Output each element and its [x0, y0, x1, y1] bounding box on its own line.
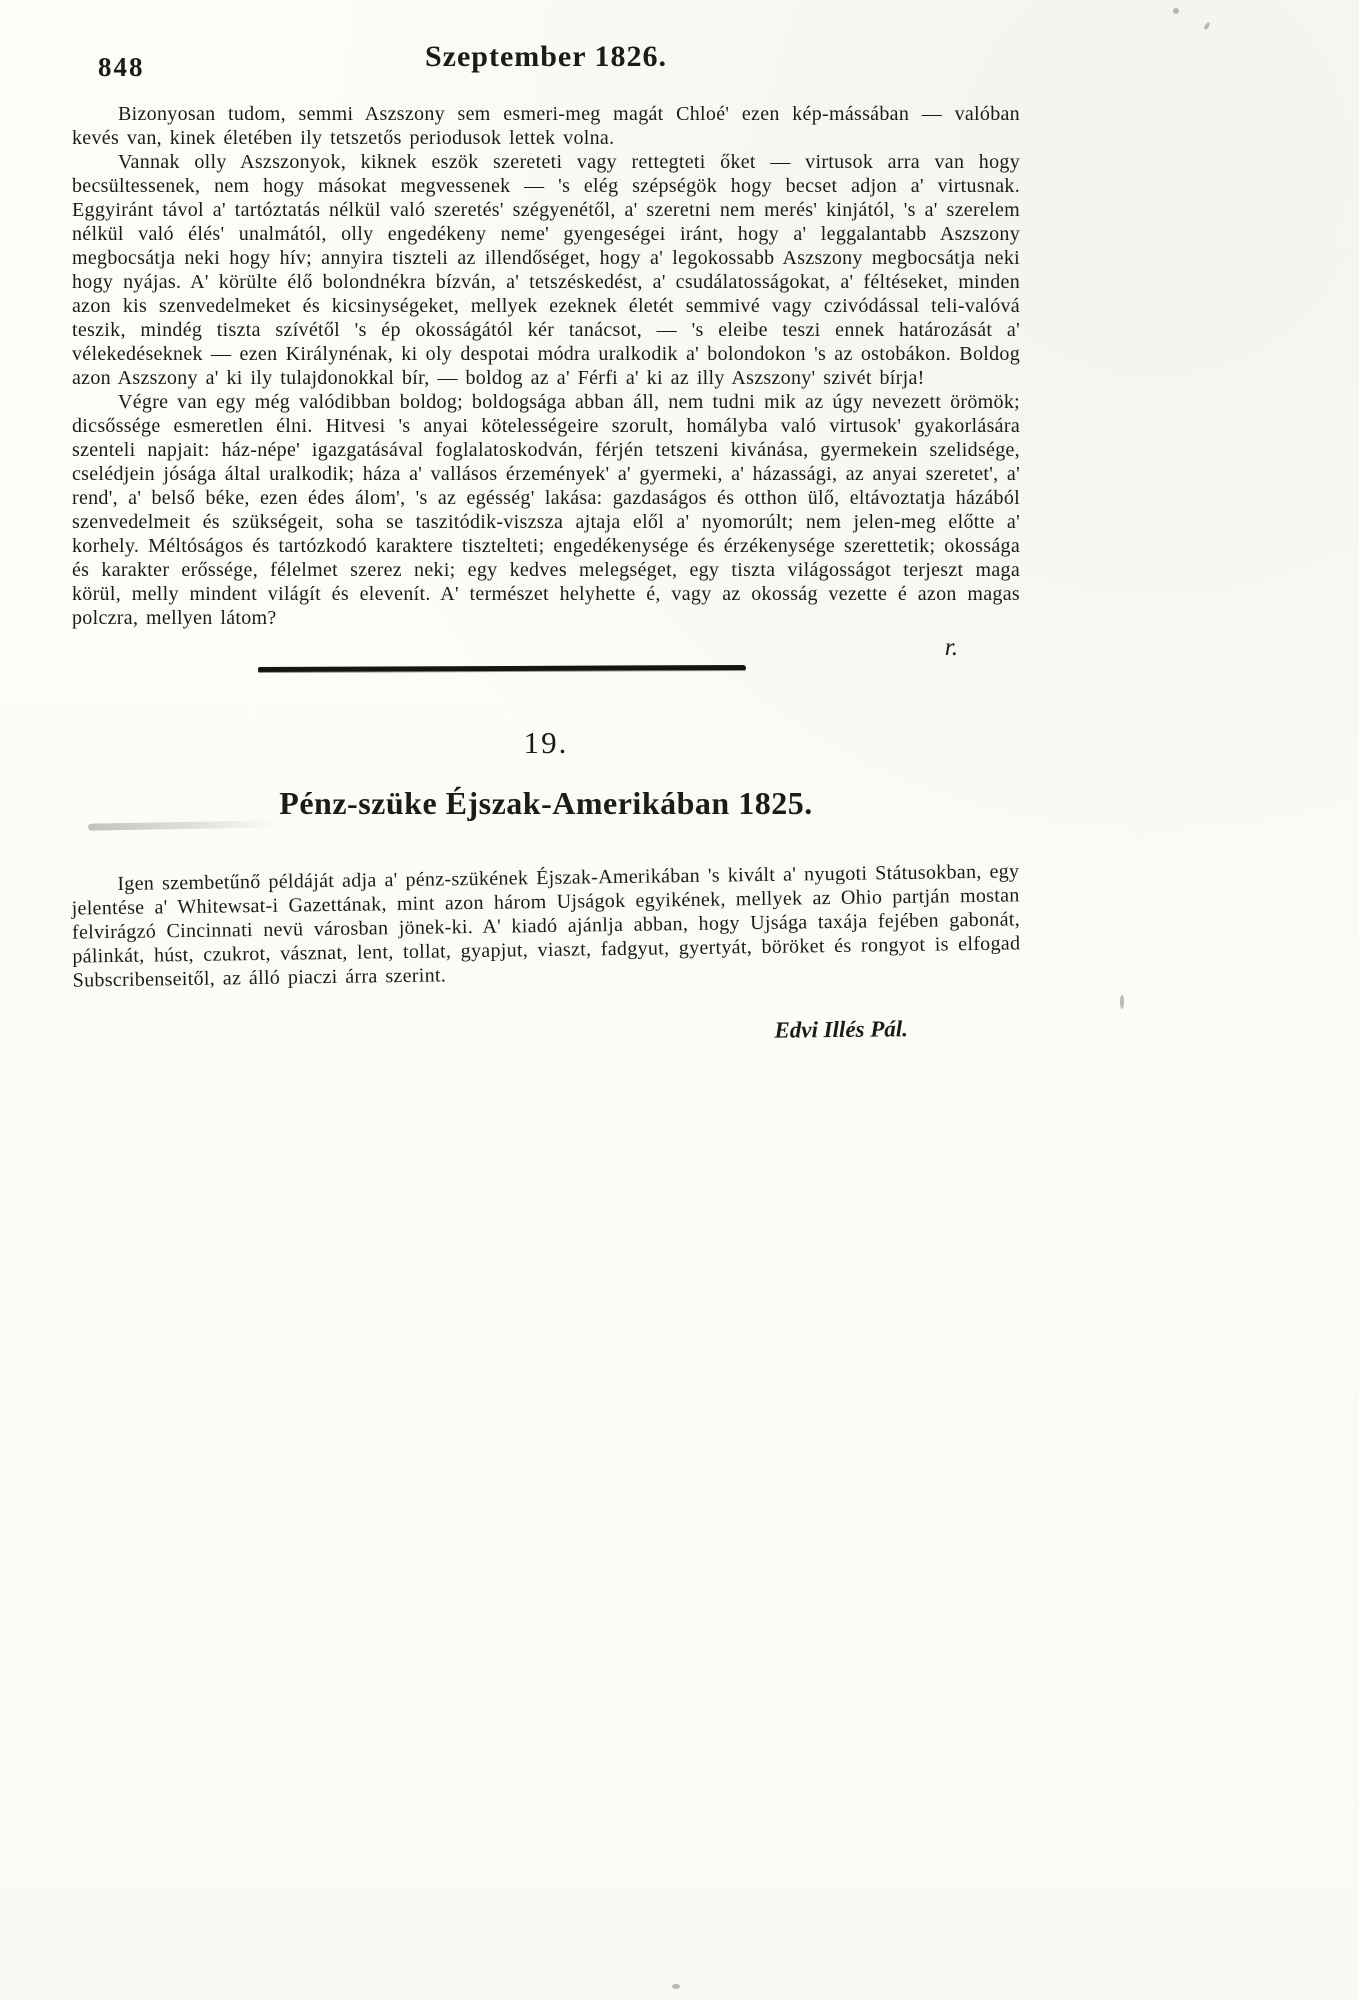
page-header — [72, 40, 1020, 102]
scan-artifact — [672, 1984, 680, 1989]
page-header-title: Szeptember 1826. — [424, 40, 668, 73]
article-number: 19. — [523, 725, 569, 760]
article-title: Pénz-szüke Éjszak-Amerikában 1825. — [279, 785, 813, 821]
page-number: 848 — [98, 52, 145, 82]
scan-artifact — [1173, 8, 1179, 14]
section-divider-rule — [258, 665, 746, 672]
article-paragraph-1: Igen szembetűnő példáját adja a' pénz-szükének Éjszak-Amerikában 's kivált a' nyugoti Státusokban, egy jelentése a' Whitewsat-i Gazettának, mint azon három Ujságok egyikének, mellyek az Ohio partján mostan felvirágzó Cincinnati nevü városban jönek-ki. A' kiadó ajánlja abban, hogy Ujsága taxája fejében gabonát, pálinkát, húst, czukrot, vásznat, lent, tollat, gyapjut, viaszt, fadgyut, gyertyát, böröket és rongyot is elfogad Subscribenseitől, az álló piaczi árra szerint. — [71, 860, 1021, 992]
essay-paragraph-1: Bizonyosan tudom, semmi Aszszony sem esmeri-meg magát Chloé' ezen kép-mássában — valóban kevés van, kinek életében ily tetszetős periodusok lettek volna. — [72, 103, 1020, 149]
article-women-essay — [72, 102, 1020, 662]
article-body — [71, 859, 1021, 992]
scan-artifact — [1203, 22, 1210, 31]
article-author-signature: Edvi Illés Pál. — [774, 1016, 909, 1043]
scan-artifact — [1120, 995, 1124, 1009]
essay-signature: r. — [944, 634, 958, 661]
article-money-shortage — [72, 725, 1020, 1046]
essay-paragraph-3: Végre van egy még valódibban boldog; boldogsága abban áll, nem tudni mik az úgy nevezett örömök; dicsőssége esmeretlen élni. Hitvesi 's anyai kötelességeire szorult, homályba való virtusok' gyakorlására szenteli napjait: ház-népe' igazgatásával foglalatoskodván, férjén tetszeni kivánása, gyermekein szelidsége, cselédjein jósága által uralkodik; háza a' vallásos érzemények' a' gyermeki, a' házassági, az anyai szeretet', a' rend', a' belső béke, ezen édes álom', 's az egésség' lakása: gazdaságos és otthon ülő, eltávoztatja házából szenvedelmeit és szükségeit, soha se taszitódik-viszsza ajtaja elől a' nyomorúlt; nem jelen-meg előtte a' korhely. Méltóságos és tartózkodó karaktere tisztelteti; engedékenysége és érzékenysége szerettetik; okossága és karakter erőssége, félelmet szerez neki; egy kedves melegséget, egy tiszta világosságot terjeszt maga körül, melly mindent világít és elevenít. A' természet helyhette é, vagy az okosság vezette é azon magas polczra, mellyen látom? — [72, 391, 1020, 629]
essay-paragraph-2: Vannak olly Aszszonyok, kiknek eszök szereteti vagy rettegteti őket — virtusok arra van hogy becsültessenek, nem hogy másokat megvessenek — 's elég szépségök hogy becset adjon a' virtusnak. Eggyiránt távol a' tartóztatás nélkül való szeretés' szégyenétől, a' szeretni nem merés' kinjától, 's a' szerelem nélkül való élés' unalmától, olly engedékeny neme' gyengeségei iránt, hogy a' leggalantabb Aszszony megbocsátja neki hogy hív; annyira tiszteli az illendőséget, hogy a' legokossabb Aszszony megbocsátja neki hogy nyájas. A' körülte élő bolondnékra bízván, a' tetszéskedést, a' csudálatosságokat, a' féltéseket, minden azon kis szenvedelmeket és kicsinységeket, mellyek ezeknek életét semmivé vagy czivódással teli-valóvá teszik, mindég tiszta szívétől 's ép okosságától kér tanácsot, — 's eleibe teszi ennek határozását a' vélekedéseknek — ezen Királynénak, ki oly despotai módra uralkodik a' bolondokon 's az ostobákon. Boldog azon Aszszony a' ki ily tulajdonokkal bír, — boldog az a' Férfi a' ki az illy Aszszony' szivét bírja! — [72, 151, 1020, 389]
page-content — [72, 40, 1020, 1046]
